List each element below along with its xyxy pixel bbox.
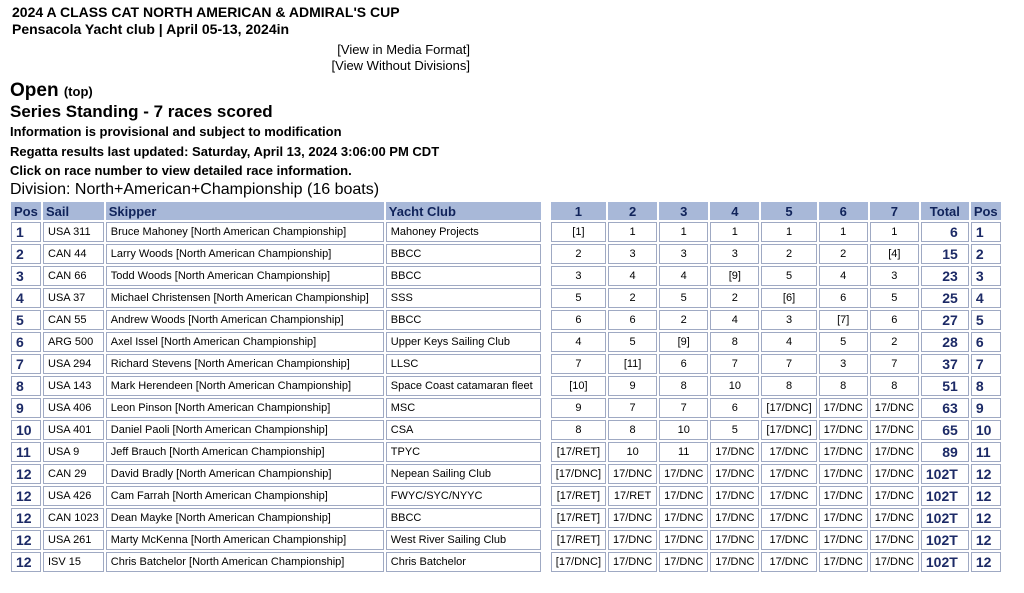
row-position: 10 bbox=[11, 420, 41, 440]
row-race-2: 3 bbox=[608, 244, 657, 264]
row-yacht-club: BBCC bbox=[386, 244, 541, 264]
row-position-right: 2 bbox=[971, 244, 1001, 264]
row-race-6: 6 bbox=[819, 288, 868, 308]
row-position-right: 12 bbox=[971, 530, 1001, 550]
row-race-2: 4 bbox=[608, 266, 657, 286]
row-race-3: [9] bbox=[659, 332, 708, 352]
row-yacht-club: MSC bbox=[386, 398, 541, 418]
row-race-3: 17/DNC bbox=[659, 530, 708, 550]
row-total: 27 bbox=[921, 310, 969, 330]
row-race-4: 17/DNC bbox=[710, 530, 759, 550]
row-sail: CAN 66 bbox=[43, 266, 104, 286]
row-race-7: 1 bbox=[870, 222, 919, 242]
row-separator bbox=[543, 464, 549, 484]
row-race-5: 5 bbox=[761, 266, 816, 286]
row-race-7: 6 bbox=[870, 310, 919, 330]
row-race-5: 3 bbox=[761, 310, 816, 330]
row-position-right: 5 bbox=[971, 310, 1001, 330]
row-sail: USA 143 bbox=[43, 376, 104, 396]
row-sail: CAN 55 bbox=[43, 310, 104, 330]
row-yacht-club: Nepean Sailing Club bbox=[386, 464, 541, 484]
header-total: Total bbox=[921, 202, 969, 220]
row-skipper: David Bradly [North American Championship] bbox=[106, 464, 384, 484]
row-race-5: 17/DNC bbox=[761, 530, 816, 550]
row-separator bbox=[543, 310, 549, 330]
row-race-4: 6 bbox=[710, 398, 759, 418]
row-race-1: [17/RET] bbox=[551, 508, 606, 528]
row-sail: USA 9 bbox=[43, 442, 104, 462]
header-race-4[interactable]: 4 bbox=[710, 202, 759, 220]
last-updated: Regatta results last updated: Saturday, April 13, 2024 3:06:00 PM CDT bbox=[10, 144, 440, 159]
row-total: 65 bbox=[921, 420, 969, 440]
row-race-7: 5 bbox=[870, 288, 919, 308]
header-race-3[interactable]: 3 bbox=[659, 202, 708, 220]
row-yacht-club: SSS bbox=[386, 288, 541, 308]
row-position-right: 12 bbox=[971, 486, 1001, 506]
row-race-1: [17/DNC] bbox=[551, 552, 606, 572]
row-race-3: 17/DNC bbox=[659, 464, 708, 484]
row-total: 102T bbox=[921, 530, 969, 550]
row-race-4: 10 bbox=[710, 376, 759, 396]
row-race-7: 17/DNC bbox=[870, 486, 919, 506]
row-race-1: [17/RET] bbox=[551, 530, 606, 550]
row-race-1: 8 bbox=[551, 420, 606, 440]
row-race-3: 3 bbox=[659, 244, 708, 264]
row-yacht-club: Mahoney Projects bbox=[386, 222, 541, 242]
row-race-5: 17/DNC bbox=[761, 508, 816, 528]
view-links bbox=[280, 42, 470, 74]
row-position-right: 9 bbox=[971, 398, 1001, 418]
row-yacht-club: West River Sailing Club bbox=[386, 530, 541, 550]
row-total: 102T bbox=[921, 486, 969, 506]
row-race-4: 4 bbox=[710, 310, 759, 330]
row-race-1: [1] bbox=[551, 222, 606, 242]
row-race-7: 17/DNC bbox=[870, 530, 919, 550]
row-yacht-club: TPYC bbox=[386, 442, 541, 462]
row-position-right: 7 bbox=[971, 354, 1001, 374]
row-sail: USA 401 bbox=[43, 420, 104, 440]
header-row bbox=[11, 202, 1001, 220]
row-race-2: 17/RET bbox=[608, 486, 657, 506]
row-position: 6 bbox=[11, 332, 41, 352]
row-yacht-club: FWYC/SYC/NYYC bbox=[386, 486, 541, 506]
row-race-5: [17/DNC] bbox=[761, 420, 816, 440]
table-row bbox=[11, 222, 1001, 242]
row-total: 89 bbox=[921, 442, 969, 462]
row-skipper: Marty McKenna [North American Championship] bbox=[106, 530, 384, 550]
row-position: 11 bbox=[11, 442, 41, 462]
row-skipper: Michael Christensen [North American Championship] bbox=[106, 288, 384, 308]
row-race-2: 17/DNC bbox=[608, 464, 657, 484]
row-separator bbox=[543, 552, 549, 572]
header-skipper: Skipper bbox=[106, 202, 384, 220]
row-race-2: [11] bbox=[608, 354, 657, 374]
row-race-1: 2 bbox=[551, 244, 606, 264]
header-sail: Sail bbox=[43, 202, 104, 220]
row-race-4: [9] bbox=[710, 266, 759, 286]
row-separator bbox=[543, 486, 549, 506]
division-heading: Division: North+American+Championship (16 boats) bbox=[10, 181, 380, 198]
row-race-5: 7 bbox=[761, 354, 816, 374]
row-total: 6 bbox=[921, 222, 969, 242]
row-race-5: 2 bbox=[761, 244, 816, 264]
row-race-4: 17/DNC bbox=[710, 552, 759, 572]
header-separator bbox=[543, 202, 549, 220]
row-race-7: 17/DNC bbox=[870, 398, 919, 418]
row-race-6: 17/DNC bbox=[819, 398, 868, 418]
table-row bbox=[11, 508, 1001, 528]
row-race-7: 17/DNC bbox=[870, 508, 919, 528]
row-race-2: 9 bbox=[608, 376, 657, 396]
header-pos-right: Pos bbox=[971, 202, 1001, 220]
row-race-4: 2 bbox=[710, 288, 759, 308]
row-race-7: [4] bbox=[870, 244, 919, 264]
open-label: Open bbox=[10, 80, 59, 101]
row-race-6: 1 bbox=[819, 222, 868, 242]
row-race-1: [17/DNC] bbox=[551, 464, 606, 484]
table-row bbox=[11, 244, 1001, 264]
row-separator bbox=[543, 398, 549, 418]
row-separator bbox=[543, 222, 549, 242]
header-race-5[interactable]: 5 bbox=[761, 202, 816, 220]
row-race-3: 6 bbox=[659, 354, 708, 374]
row-race-2: 7 bbox=[608, 398, 657, 418]
row-separator bbox=[543, 244, 549, 264]
table-row bbox=[11, 486, 1001, 506]
row-race-1: [17/RET] bbox=[551, 442, 606, 462]
row-race-7: 17/DNC bbox=[870, 442, 919, 462]
row-race-5: [6] bbox=[761, 288, 816, 308]
row-sail: CAN 29 bbox=[43, 464, 104, 484]
row-sail: USA 294 bbox=[43, 354, 104, 374]
header-race-2[interactable]: 2 bbox=[608, 202, 657, 220]
row-yacht-club: CSA bbox=[386, 420, 541, 440]
open-heading bbox=[10, 80, 93, 102]
click-hint: Click on race number to view detailed race information. bbox=[10, 163, 352, 178]
row-separator bbox=[543, 266, 549, 286]
row-position-right: 6 bbox=[971, 332, 1001, 352]
row-total: 51 bbox=[921, 376, 969, 396]
row-position-right: 1 bbox=[971, 222, 1001, 242]
row-race-6: 17/DNC bbox=[819, 486, 868, 506]
row-position-right: 12 bbox=[971, 464, 1001, 484]
row-yacht-club: Upper Keys Sailing Club bbox=[386, 332, 541, 352]
row-race-6: 4 bbox=[819, 266, 868, 286]
row-separator bbox=[543, 420, 549, 440]
header-race-6[interactable]: 6 bbox=[819, 202, 868, 220]
row-race-5: 17/DNC bbox=[761, 442, 816, 462]
row-sail: USA 311 bbox=[43, 222, 104, 242]
provisional-notice: Information is provisional and subject to modification bbox=[10, 124, 342, 139]
row-race-4: 1 bbox=[710, 222, 759, 242]
row-race-2: 10 bbox=[608, 442, 657, 462]
row-position: 5 bbox=[11, 310, 41, 330]
row-position: 12 bbox=[11, 464, 41, 484]
row-race-5: [17/DNC] bbox=[761, 398, 816, 418]
row-race-1: 9 bbox=[551, 398, 606, 418]
row-sail: USA 37 bbox=[43, 288, 104, 308]
row-race-3: 17/DNC bbox=[659, 486, 708, 506]
row-position: 12 bbox=[11, 508, 41, 528]
row-race-1: 4 bbox=[551, 332, 606, 352]
row-sail: USA 406 bbox=[43, 398, 104, 418]
row-yacht-club: BBCC bbox=[386, 508, 541, 528]
row-race-7: 3 bbox=[870, 266, 919, 286]
header-yacht-club: Yacht Club bbox=[386, 202, 541, 220]
row-race-3: 1 bbox=[659, 222, 708, 242]
row-total: 23 bbox=[921, 266, 969, 286]
row-skipper: Daniel Paoli [North American Championship] bbox=[106, 420, 384, 440]
row-race-1: 6 bbox=[551, 310, 606, 330]
row-total: 25 bbox=[921, 288, 969, 308]
header-race-1[interactable]: 1 bbox=[551, 202, 606, 220]
row-separator bbox=[543, 530, 549, 550]
table-row bbox=[11, 266, 1001, 286]
row-separator bbox=[543, 354, 549, 374]
row-race-6: 3 bbox=[819, 354, 868, 374]
row-total: 37 bbox=[921, 354, 969, 374]
row-skipper: Bruce Mahoney [North American Championship] bbox=[106, 222, 384, 242]
row-position-right: 3 bbox=[971, 266, 1001, 286]
row-position: 3 bbox=[11, 266, 41, 286]
row-separator bbox=[543, 508, 549, 528]
row-race-4: 17/DNC bbox=[710, 508, 759, 528]
row-race-1: 3 bbox=[551, 266, 606, 286]
row-race-2: 5 bbox=[608, 332, 657, 352]
row-separator bbox=[543, 376, 549, 396]
row-skipper: Larry Woods [North American Championship] bbox=[106, 244, 384, 264]
row-skipper: Jeff Brauch [North American Championship] bbox=[106, 442, 384, 462]
row-race-7: 17/DNC bbox=[870, 420, 919, 440]
row-race-4: 7 bbox=[710, 354, 759, 374]
regatta-subtitle: Pensacola Yacht club | April 05-13, 2024in bbox=[12, 21, 290, 37]
row-skipper: Axel Issel [North American Championship] bbox=[106, 332, 384, 352]
row-separator bbox=[543, 332, 549, 352]
view-media-format-link[interactable]: [View in Media Format] bbox=[337, 42, 470, 57]
table-row bbox=[11, 310, 1001, 330]
row-skipper: Richard Stevens [North American Championship] bbox=[106, 354, 384, 374]
row-race-4: 17/DNC bbox=[710, 486, 759, 506]
row-race-7: 17/DNC bbox=[870, 464, 919, 484]
row-race-1: 5 bbox=[551, 288, 606, 308]
row-yacht-club: BBCC bbox=[386, 310, 541, 330]
row-race-3: 2 bbox=[659, 310, 708, 330]
row-race-5: 1 bbox=[761, 222, 816, 242]
row-total: 102T bbox=[921, 464, 969, 484]
row-race-4: 17/DNC bbox=[710, 442, 759, 462]
row-yacht-club: Space Coast catamaran fleet bbox=[386, 376, 541, 396]
table-row bbox=[11, 552, 1001, 572]
row-skipper: Todd Woods [North American Championship] bbox=[106, 266, 384, 286]
row-race-4: 8 bbox=[710, 332, 759, 352]
row-race-1: 7 bbox=[551, 354, 606, 374]
row-race-6: 17/DNC bbox=[819, 508, 868, 528]
row-total: 102T bbox=[921, 508, 969, 528]
row-race-7: 8 bbox=[870, 376, 919, 396]
row-race-3: 11 bbox=[659, 442, 708, 462]
table-row bbox=[11, 398, 1001, 418]
row-race-3: 17/DNC bbox=[659, 552, 708, 572]
row-race-2: 17/DNC bbox=[608, 552, 657, 572]
row-position-right: 12 bbox=[971, 508, 1001, 528]
row-race-4: 5 bbox=[710, 420, 759, 440]
table-row bbox=[11, 288, 1001, 308]
row-race-7: 7 bbox=[870, 354, 919, 374]
row-total: 102T bbox=[921, 552, 969, 572]
row-race-6: 17/DNC bbox=[819, 530, 868, 550]
row-race-3: 4 bbox=[659, 266, 708, 286]
row-position-right: 4 bbox=[971, 288, 1001, 308]
row-race-7: 2 bbox=[870, 332, 919, 352]
row-yacht-club: LLSC bbox=[386, 354, 541, 374]
row-skipper: Cam Farrah [North American Championship] bbox=[106, 486, 384, 506]
header-pos: Pos bbox=[11, 202, 41, 220]
row-position: 7 bbox=[11, 354, 41, 374]
row-position: 12 bbox=[11, 486, 41, 506]
row-race-5: 8 bbox=[761, 376, 816, 396]
row-sail: ARG 500 bbox=[43, 332, 104, 352]
row-race-3: 8 bbox=[659, 376, 708, 396]
row-position-right: 11 bbox=[971, 442, 1001, 462]
row-race-3: 17/DNC bbox=[659, 508, 708, 528]
results-table bbox=[9, 200, 1003, 574]
row-skipper: Mark Herendeen [North American Championship] bbox=[106, 376, 384, 396]
row-total: 15 bbox=[921, 244, 969, 264]
row-position: 12 bbox=[11, 530, 41, 550]
row-position: 2 bbox=[11, 244, 41, 264]
row-position-right: 10 bbox=[971, 420, 1001, 440]
row-yacht-club: BBCC bbox=[386, 266, 541, 286]
row-position: 9 bbox=[11, 398, 41, 418]
row-skipper: Leon Pinson [North American Championship] bbox=[106, 398, 384, 418]
row-sail: CAN 44 bbox=[43, 244, 104, 264]
table-row bbox=[11, 442, 1001, 462]
row-race-5: 17/DNC bbox=[761, 486, 816, 506]
row-race-6: 2 bbox=[819, 244, 868, 264]
row-race-5: 4 bbox=[761, 332, 816, 352]
row-skipper: Andrew Woods [North American Championship] bbox=[106, 310, 384, 330]
row-position: 8 bbox=[11, 376, 41, 396]
row-race-6: 17/DNC bbox=[819, 464, 868, 484]
row-separator bbox=[543, 288, 549, 308]
row-race-6: 17/DNC bbox=[819, 552, 868, 572]
table-row bbox=[11, 464, 1001, 484]
top-link[interactable]: (top) bbox=[63, 84, 93, 99]
series-standing-heading: Series Standing - 7 races scored bbox=[10, 102, 273, 121]
row-skipper: Chris Batchelor [North American Championship] bbox=[106, 552, 384, 572]
row-race-3: 7 bbox=[659, 398, 708, 418]
row-race-3: 5 bbox=[659, 288, 708, 308]
row-sail: ISV 15 bbox=[43, 552, 104, 572]
row-position: 4 bbox=[11, 288, 41, 308]
view-without-divisions-link[interactable]: [View Without Divisions] bbox=[331, 58, 470, 73]
row-position: 1 bbox=[11, 222, 41, 242]
row-total: 28 bbox=[921, 332, 969, 352]
row-race-3: 10 bbox=[659, 420, 708, 440]
row-position-right: 12 bbox=[971, 552, 1001, 572]
row-race-2: 8 bbox=[608, 420, 657, 440]
row-race-2: 17/DNC bbox=[608, 530, 657, 550]
row-race-2: 1 bbox=[608, 222, 657, 242]
row-yacht-club: Chris Batchelor bbox=[386, 552, 541, 572]
table-row bbox=[11, 376, 1001, 396]
row-skipper: Dean Mayke [North American Championship] bbox=[106, 508, 384, 528]
row-sail: USA 261 bbox=[43, 530, 104, 550]
row-race-6: 8 bbox=[819, 376, 868, 396]
regatta-title: 2024 A CLASS CAT NORTH AMERICAN & ADMIRAL'S CUP bbox=[12, 4, 400, 20]
row-race-2: 2 bbox=[608, 288, 657, 308]
row-race-6: [7] bbox=[819, 310, 868, 330]
row-position-right: 8 bbox=[971, 376, 1001, 396]
row-race-5: 17/DNC bbox=[761, 464, 816, 484]
row-race-2: 6 bbox=[608, 310, 657, 330]
row-race-7: 17/DNC bbox=[870, 552, 919, 572]
header-race-7[interactable]: 7 bbox=[870, 202, 919, 220]
row-total: 63 bbox=[921, 398, 969, 418]
row-race-2: 17/DNC bbox=[608, 508, 657, 528]
row-sail: USA 426 bbox=[43, 486, 104, 506]
table-row bbox=[11, 420, 1001, 440]
row-race-1: [10] bbox=[551, 376, 606, 396]
row-race-1: [17/RET] bbox=[551, 486, 606, 506]
row-sail: CAN 1023 bbox=[43, 508, 104, 528]
table-row bbox=[11, 332, 1001, 352]
row-separator bbox=[543, 442, 549, 462]
row-position: 12 bbox=[11, 552, 41, 572]
row-race-6: 17/DNC bbox=[819, 442, 868, 462]
table-row bbox=[11, 354, 1001, 374]
row-race-6: 5 bbox=[819, 332, 868, 352]
row-race-4: 3 bbox=[710, 244, 759, 264]
row-race-5: 17/DNC bbox=[761, 552, 816, 572]
row-race-4: 17/DNC bbox=[710, 464, 759, 484]
table-row bbox=[11, 530, 1001, 550]
row-race-6: 17/DNC bbox=[819, 420, 868, 440]
